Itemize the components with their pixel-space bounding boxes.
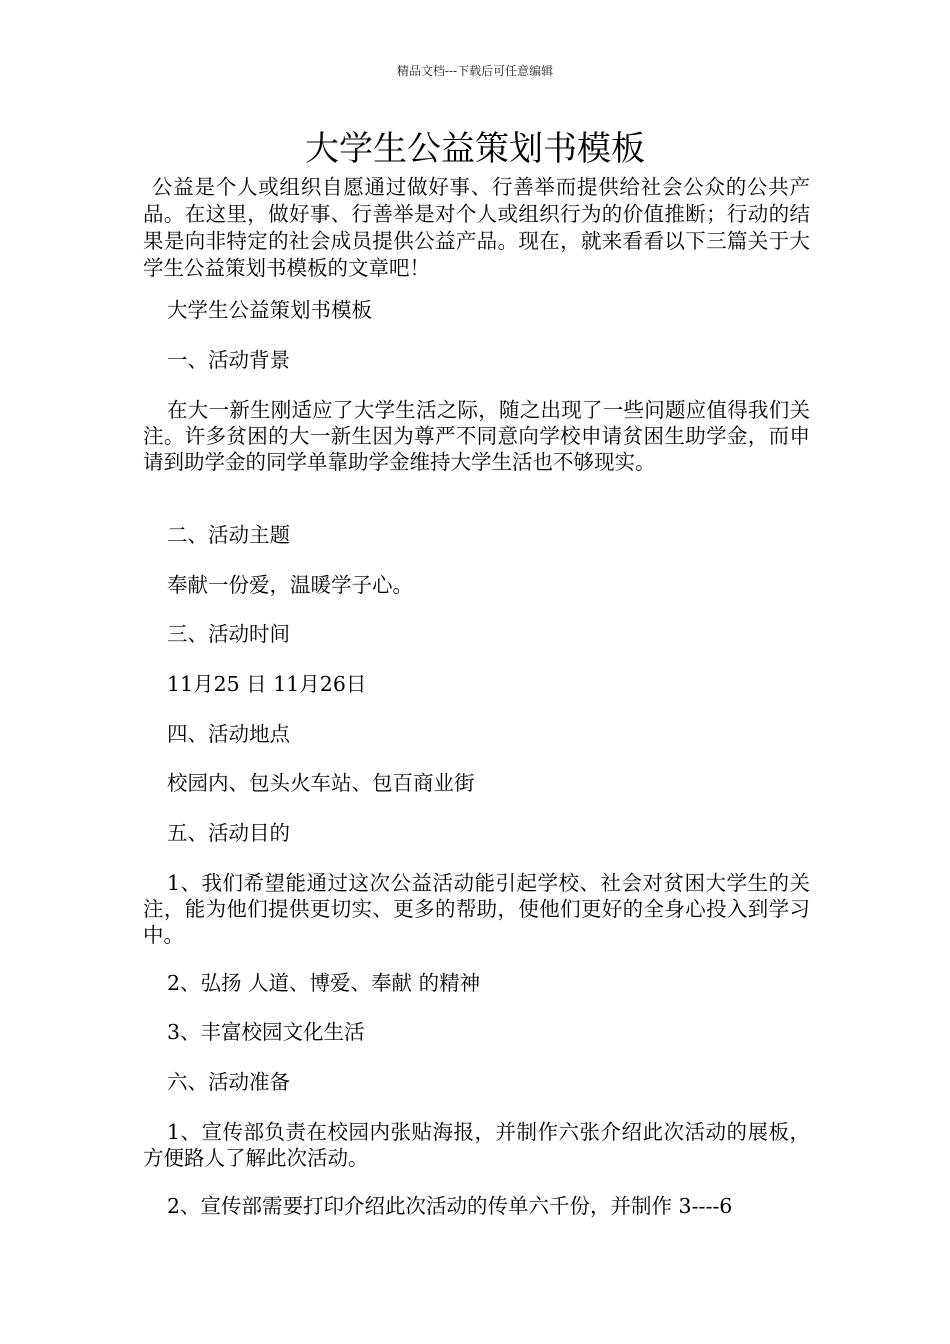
purpose-item-3: 3、丰富校园文化生活 [167, 1020, 365, 1044]
section-heading-time: 三、活动时间 [167, 622, 290, 646]
section-heading-theme: 二、活动主题 [167, 523, 290, 547]
section-heading-preparation: 六、活动准备 [167, 1070, 290, 1094]
section-body-location: 校园内、包头火车站、包百商业街 [167, 771, 475, 795]
section-heading-background: 一、活动背景 [167, 348, 290, 372]
document-title: 大学生公益策划书模板 [305, 129, 645, 169]
preparation-item-1: 1、宣传部负责在校园内张贴海报，并制作六张介绍此次活动的展板，方便路人了解此次活动。 [143, 1120, 810, 1170]
preparation-item-2: 2、宣传部需要打印介绍此次活动的传单六千份，并制作 3----6 [167, 1194, 733, 1218]
purpose-item-1: 1、我们希望能通过这次公益活动能引起学校、社会对贫困大学生的关注，能为他们提供更切实、更多的帮助，使他们更好的全身心投入到学习中。 [143, 871, 810, 947]
section-heading-location: 四、活动地点 [167, 722, 290, 746]
subtitle: 大学生公益策划书模板 [167, 298, 372, 322]
section-body-theme: 奉献一份爱，温暖学子心。 [167, 573, 413, 597]
header-note: 精品文档---下载后可任意编辑 [396, 64, 554, 78]
section-body-background: 在大一新生刚适应了大学生活之际，随之出现了一些问题应值得我们关注。许多贫困的大一新生因为尊严不同意向学校申请贫困生助学金，而申请到助学金的同学单靠助学金维持大学生活也不够现实。 [143, 398, 810, 474]
section-heading-purpose: 五、活动目的 [167, 821, 290, 845]
purpose-item-2: 2、弘扬 人道、博爱、奉献 的精神 [167, 971, 481, 995]
intro-paragraph: 公益是个人或组织自愿通过做好事、行善举而提供给社会公众的公共产品。在这里，做好事、行善举是对个人或组织行为的价值推断；行动的结果是向非特定的社会成员提供公益产品。现在，就来看看以下三篇关于大学生公益策划书模板的文章吧！ [143, 175, 810, 280]
section-body-time: 11月25 日 11月26日 [167, 672, 367, 696]
